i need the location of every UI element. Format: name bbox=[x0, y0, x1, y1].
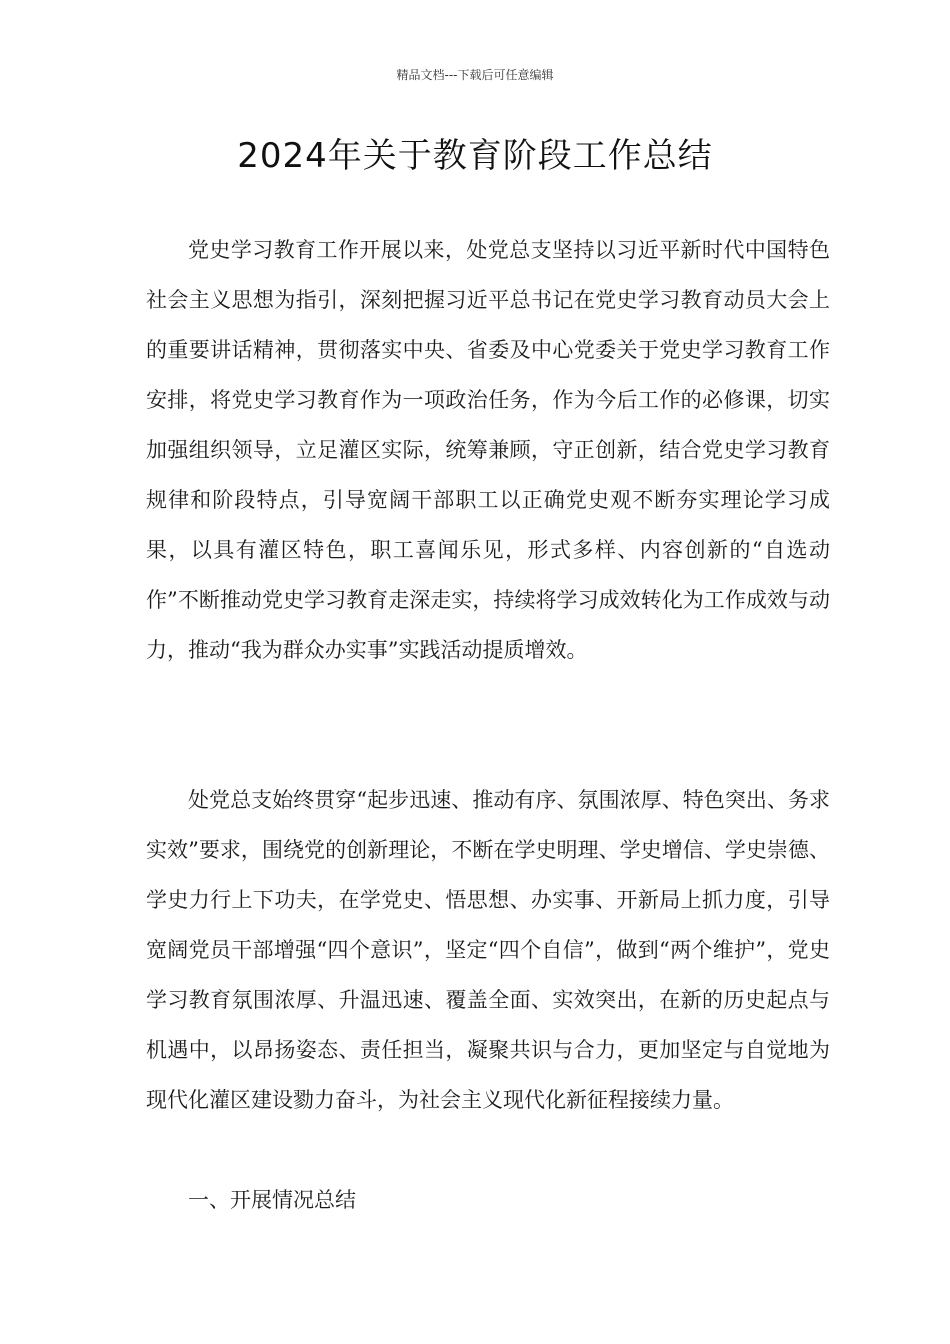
section-heading: 一、开展情况总结 bbox=[188, 1188, 356, 1212]
document-title: 2024年关于教育阶段工作总结 bbox=[237, 136, 713, 176]
body-paragraph-1: 党史学习教育工作开展以来，处党总支坚持以习近平新时代中国特色社会主义思想为指引，深刻把握习近平总书记在党史学习教育动员大会上的重要讲话精神，贯彻落实中央、省委及中心党委关于党史学习教育工作安排，将党史学习教育作为一项政治任务，作为今后工作的必修课，切实加强组织领导，立足灌区实际，统筹兼顾，守正创新，结合党史学习教育规律和阶段特点，引导宽阔干部职工以正确党史观不断夯实理论学习成果，以具有灌区特色，职工喜闻乐见，形式多样、内容创新的“自选动作”不断推动党史学习教育走深走实，持续将学习成效转化为工作成效与动力，推动“我为群众办实事”实践活动提质增效。 bbox=[146, 238, 830, 662]
body-paragraph-2: 处党总支始终贯穿“起步迅速、推动有序、氛围浓厚、特色突出、务求实效”要求，围绕党的创新理论，不断在学史明理、学史增信、学史崇德、学史力行上下功夫，在学党史、悟思想、办实事、开新局上抓力度，引导宽阔党员干部增强“四个意识”，坚定“四个自信”，做到“两个维护”，党史学习教育氛围浓厚、升温迅速、覆盖全面、实效突出，在新的历史起点与机遇中，以昂扬姿态、责任担当，凝聚共识与合力，更加坚定与自觉地为现代化灌区建设勠力奋斗，为社会主义现代化新征程接续力量。 bbox=[146, 788, 830, 1112]
header-note: 精品文档---下载后可任意编辑 bbox=[396, 68, 554, 82]
